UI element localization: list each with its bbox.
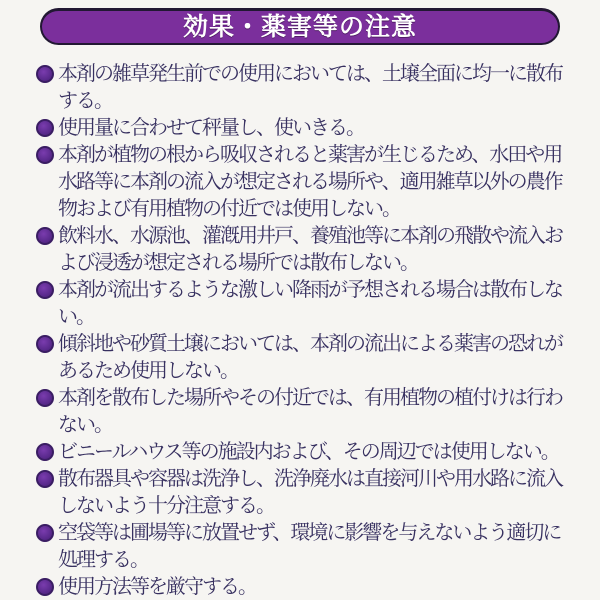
- list-item: [36, 466, 574, 520]
- list-item-text: 使用方法等を厳守する。: [58, 576, 256, 598]
- list-item: [36, 439, 574, 466]
- list-item: [36, 277, 574, 331]
- bullet-circle-icon: [36, 146, 54, 164]
- bullet-circle-icon: [36, 524, 54, 542]
- list-item-text: 散布器具や容器は洗浄し、洗浄廃水は直接河川や用水路に流入しないよう十分注意する。: [58, 468, 562, 517]
- list-item-text: 本剤が流出するような激しい降雨が予想される場合は散布しない。: [58, 279, 562, 328]
- bullet-circle-icon: [36, 389, 54, 407]
- bullet-circle-icon: [36, 281, 54, 299]
- list-item-text: 飲料水、水源池、灌漑用井戸、養殖池等に本剤の飛散や流入および浸透が想定される場所では散布しない。: [58, 225, 562, 274]
- list-item: [36, 142, 574, 223]
- bullet-circle-icon: [36, 443, 54, 461]
- list-item-text: 本剤が植物の根から吸収されると薬害が生じるため、水田や用水路等に本剤の流入が想定される場所や、適用雑草以外の農作物および有用植物の付近では使用しない。: [58, 144, 562, 220]
- bullet-circle-icon: [36, 65, 54, 83]
- section-header: [40, 8, 560, 45]
- list-item: [36, 115, 574, 142]
- list-item: [36, 385, 574, 439]
- list-item-text: 傾斜地や砂質土壌においては、本剤の流出による薬害の恐れがあるため使用しない。: [58, 333, 562, 382]
- list-item-text: 使用量に合わせて秤量し、使いきる。: [58, 117, 364, 139]
- bullet-circle-icon: [36, 227, 54, 245]
- list-item-text: ビニールハウス等の施設内および、その周辺では使用しない。: [58, 441, 559, 463]
- list-item: [36, 61, 574, 115]
- bullet-circle-icon: [36, 470, 54, 488]
- section-title: 効果・薬害等の注意: [182, 12, 417, 41]
- list-item: [36, 331, 574, 385]
- bullet-circle-icon: [36, 578, 54, 596]
- list-item: [36, 520, 574, 574]
- bullet-circle-icon: [36, 335, 54, 353]
- precaution-list: [36, 61, 574, 600]
- list-item-text: 本剤の雑草発生前での使用においては、土壌全面に均一に散布する。: [58, 63, 562, 112]
- list-item-text: 空袋等は圃場等に放置せず、環境に影響を与えないよう適切に処理する。: [58, 522, 561, 571]
- list-item-text: 本剤を散布した場所やその付近では、有用植物の植付けは行わない。: [58, 387, 562, 436]
- list-item: [36, 574, 574, 600]
- bullet-circle-icon: [36, 119, 54, 137]
- list-item: [36, 223, 574, 277]
- label-panel: [0, 8, 600, 600]
